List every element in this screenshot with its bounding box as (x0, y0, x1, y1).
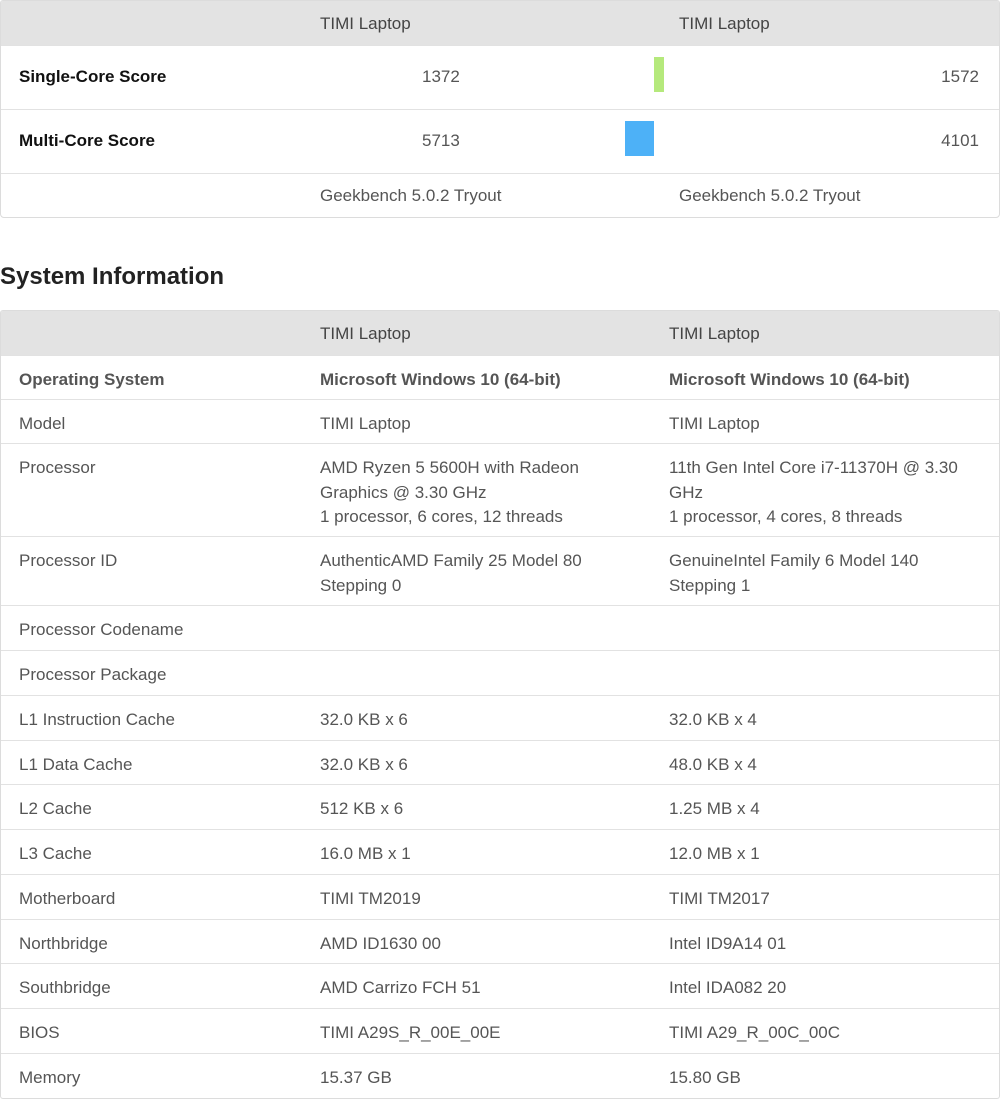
value-left: TIMI TM2019 (320, 889, 421, 908)
table-row (1, 919, 999, 964)
processor-name-right: 11th Gen Intel Core i7-11370H @ 3.30 GHz (669, 458, 958, 502)
row-label: Processor ID (19, 551, 118, 570)
table-row (1, 829, 999, 875)
value-left: 32.0 KB x 6 (320, 710, 408, 729)
row-label: Motherboard (19, 889, 116, 908)
value-right: 32.0 KB x 4 (669, 710, 757, 729)
table-row-multi-core (1, 109, 999, 173)
version-left: Geekbench 5.0.2 Tryout (320, 186, 502, 205)
table-row-version (1, 173, 999, 217)
column-header-right: TIMI Laptop (669, 324, 760, 343)
table-row (1, 443, 999, 537)
table-row (1, 1008, 999, 1054)
value-left: 15.37 GB (320, 1068, 392, 1087)
value-left: 512 KB x 6 (320, 799, 404, 818)
value-right: 48.0 KB x 4 (669, 755, 757, 774)
single-core-value-right: 1572 (941, 67, 979, 86)
table-row-single-core (1, 45, 999, 109)
column-header-right: TIMI Laptop (679, 14, 770, 33)
table-row (1, 605, 999, 651)
value-left: AMD Carrizo FCH 51 (320, 978, 481, 997)
value-left: 16.0 MB x 1 (320, 844, 411, 863)
row-label: L3 Cache (19, 844, 92, 863)
table-row (1, 695, 999, 741)
row-label: Model (19, 414, 66, 433)
section-title: System Information (0, 263, 225, 290)
table-row (1, 355, 999, 400)
value-left: AMD ID1630 00 (320, 934, 441, 953)
single-core-difference-bar (654, 57, 664, 92)
processor-name-left: AMD Ryzen 5 5600H with Radeon Graphics @ 3.30 GHz (320, 458, 579, 502)
table-row (1, 536, 999, 606)
table-row (1, 1053, 999, 1099)
value-right: TIMI A29_R_00C_00C (669, 1023, 841, 1042)
value-left: TIMI A29S_R_00E_00E (320, 1023, 501, 1042)
processor-topology-left: 1 processor, 6 cores, 12 threads (320, 507, 563, 526)
multi-core-value-right: 4101 (941, 131, 979, 150)
value-left: 32.0 KB x 6 (320, 755, 408, 774)
table-row (1, 963, 999, 1009)
single-core-value-left: 1372 (422, 67, 460, 86)
value-right (669, 456, 969, 530)
value-right: 1.25 MB x 4 (669, 799, 760, 818)
single-core-label: Single-Core Score (19, 67, 167, 86)
row-label: Operating System (19, 370, 165, 389)
value-left: Microsoft Windows 10 (64-bit) (320, 370, 561, 389)
table-row (1, 874, 999, 920)
value-right: Intel IDA082 20 (669, 978, 787, 997)
value-left (320, 456, 620, 530)
system-information-table (0, 310, 1000, 1099)
value-right: GenuineIntel Family 6 Model 140 Stepping 1 (669, 551, 919, 595)
multi-core-difference-bar (625, 121, 654, 156)
column-header-left: TIMI Laptop (320, 14, 411, 33)
row-label: BIOS (19, 1023, 60, 1042)
value-right: TIMI Laptop (669, 414, 760, 433)
row-label: Northbridge (19, 934, 108, 953)
table-row (1, 399, 999, 444)
row-label: Memory (19, 1068, 81, 1087)
row-label: Processor Codename (19, 620, 184, 639)
value-right: 12.0 MB x 1 (669, 844, 760, 863)
row-label: Processor Package (19, 665, 167, 684)
value-left: TIMI Laptop (320, 414, 411, 433)
score-table-header (1, 1, 999, 45)
processor-topology-right: 1 processor, 4 cores, 8 threads (669, 507, 903, 526)
multi-core-label: Multi-Core Score (19, 131, 156, 150)
value-right: Intel ID9A14 01 (669, 934, 787, 953)
column-header-left: TIMI Laptop (320, 324, 411, 343)
version-right: Geekbench 5.0.2 Tryout (679, 186, 861, 205)
value-right: Microsoft Windows 10 (64-bit) (669, 370, 910, 389)
value-right: TIMI TM2017 (669, 889, 770, 908)
score-comparison-table (0, 0, 1000, 218)
row-label: L2 Cache (19, 799, 92, 818)
table-row (1, 784, 999, 830)
system-table-header (1, 311, 999, 355)
row-label: L1 Data Cache (19, 755, 133, 774)
table-row (1, 650, 999, 696)
row-label: Processor (19, 458, 96, 477)
table-row (1, 740, 999, 785)
row-label: Southbridge (19, 978, 111, 997)
row-label: L1 Instruction Cache (19, 710, 175, 729)
multi-core-value-left: 5713 (422, 131, 460, 150)
value-right: 15.80 GB (669, 1068, 741, 1087)
value-left: AuthenticAMD Family 25 Model 80 Stepping 0 (320, 551, 582, 595)
